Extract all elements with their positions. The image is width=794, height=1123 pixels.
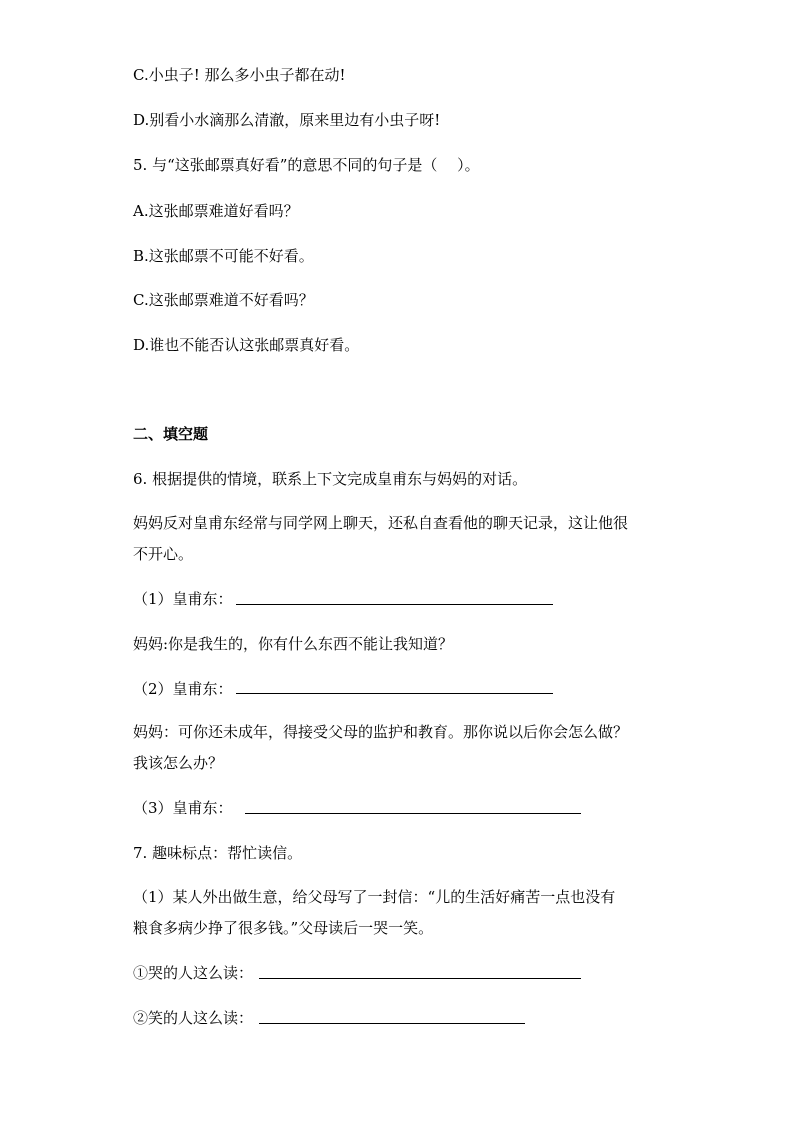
q5-option-d: D.谁也不能否认这张邮票真好看。 [133,336,360,354]
q6-mom-line: 妈妈：可你还未成年，得接受父母的监护和教育。那你说以后你会怎么做？ [133,723,629,741]
q6-mom-line: 我该怎么办？ [133,754,224,772]
q5-option-c: C.这张邮票难道不好看吗？ [133,291,314,309]
q7-cry-label: ①哭的人这么读： [133,964,254,982]
q7-stem: 7. 趣味标点：帮忙读信。 [133,844,303,862]
q5-option-a: A.这张邮票难道好看吗？ [133,202,299,220]
q7-sub1-line: 粮食多病少挣了很多钱。”父母读后一哭一笑。 [133,919,434,937]
q7-sub1-line: （1）某人外出做生意，给父母写了一封信：“儿的生活好痛苦一点也没有 [133,888,616,906]
q4-option-c: C.小虫子! 那么多小虫子都在动! [133,66,346,84]
q6-context-line: 不开心。 [133,545,194,563]
q6-blank3-answer-line[interactable] [245,813,581,814]
section-title-fill-in: 二、填空题 [133,425,209,443]
q7-laugh-label: ②笑的人这么读： [133,1009,254,1027]
q6-blank2-label: （2）皇甫东： [133,680,233,698]
q7-cry-answer-line[interactable] [259,978,581,979]
q6-blank1-label: （1）皇甫东： [133,590,233,608]
q6-context-line: 妈妈反对皇甫东经常与同学网上聊天，还私自查看他的聊天记录，这让他很 [133,514,629,532]
q7-laugh-answer-line[interactable] [259,1023,525,1024]
q6-stem: 6. 根据提供的情境，联系上下文完成皇甫东与妈妈的对话。 [133,470,528,488]
q6-blank3-label: （3）皇甫东： [133,799,233,817]
q5-stem: 5. 与“这张邮票真好看”的意思不同的句子是（ ）。 [133,156,480,174]
q6-blank1-answer-line[interactable] [236,604,553,605]
q6-blank2-answer-line[interactable] [236,693,553,694]
q5-option-b: B.这张邮票不可能不好看。 [133,247,314,265]
q4-option-d: D.别看小水滴那么清澈，原来里边有小虫子呀! [133,111,441,129]
q6-mom-line: 妈妈:你是我生的，你有什么东西不能让我知道？ [133,635,454,653]
